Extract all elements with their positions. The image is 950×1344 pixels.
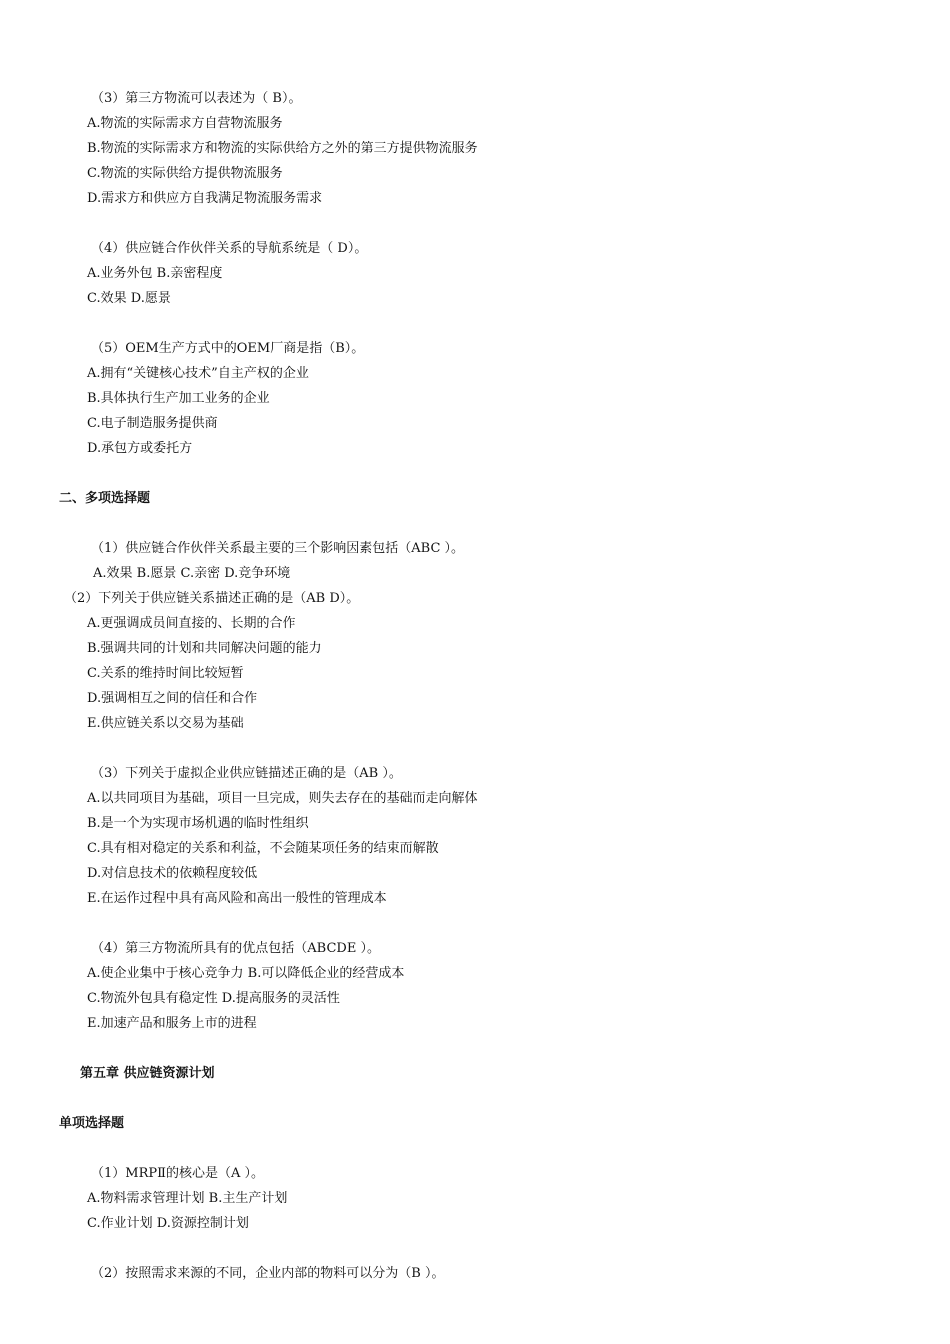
option-ab: A.物料需求管理计划 B.主生产计划 [87, 1191, 288, 1206]
option-abcd: A.效果 B.愿景 C.亲密 D.竞争环境 [93, 566, 291, 581]
option-d: D.需求方和供应方自我满足物流服务需求 [87, 191, 323, 206]
ch5-question-1-stem: （1）MRPⅡ的核心是（A ）。 [91, 1166, 264, 1181]
option-ab: A.使企业集中于核心竞争力 B.可以降低企业的经营成本 [87, 966, 405, 981]
option-b: B.具体执行生产加工业务的企业 [87, 391, 270, 406]
option-d: D.强调相互之间的信任和合作 [87, 691, 258, 706]
option-e: E.加速产品和服务上市的进程 [87, 1016, 257, 1031]
option-c: C.具有相对稳定的关系和利益，不会随某项任务的结束而解散 [87, 841, 439, 856]
option-d: D.对信息技术的依赖程度较低 [87, 866, 258, 881]
option-b: B.是一个为实现市场机遇的临时性组织 [87, 816, 309, 831]
option-e: E.供应链关系以交易为基础 [87, 716, 244, 731]
multi-question-4-stem: （4）第三方物流所具有的优点包括（ABCDE ）。 [91, 941, 380, 956]
option-b: B.强调共同的计划和共同解决问题的能力 [87, 641, 322, 656]
option-e: E.在运作过程中具有高风险和高出一般性的管理成本 [87, 891, 387, 906]
option-ab: A.业务外包 B.亲密程度 [87, 266, 223, 281]
option-c: C.关系的维持时间比较短暂 [87, 666, 244, 681]
ch5-question-2-stem: （2）按照需求来源的不同，企业内部的物料可以分为（B ）。 [91, 1266, 445, 1281]
option-a: A.拥有“关键核心技术”自主产权的企业 [87, 366, 309, 381]
section-heading-multiple-choice: 二、多项选择题 [59, 491, 151, 506]
question-5-stem: （5）OEM生产方式中的OEM厂商是指（B）。 [91, 341, 365, 356]
multi-question-3-stem: （3）下列关于虚拟企业供应链描述正确的是（AB ）。 [91, 766, 402, 781]
question-4-stem: （4）供应链合作伙伴关系的导航系统是（ D）。 [91, 241, 368, 256]
option-a: A.以共同项目为基础，项目一旦完成，则失去存在的基础而走向解体 [87, 791, 478, 806]
option-d: D.承包方或委托方 [87, 441, 193, 456]
multi-question-1-stem: （1）供应链合作伙伴关系最主要的三个影响因素包括（ABC ）。 [91, 541, 465, 556]
option-cd: C.物流外包具有稳定性 D.提高服务的灵活性 [87, 991, 340, 1006]
option-a: A.物流的实际需求方自营物流服务 [87, 116, 283, 131]
option-cd: C.作业计划 D.资源控制计划 [87, 1216, 249, 1231]
option-a: A.更强调成员间直接的、长期的合作 [87, 616, 296, 631]
multi-question-2-stem: （2）下列关于供应链关系描述正确的是（AB D）。 [64, 591, 360, 606]
option-b: B.物流的实际需求方和物流的实际供给方之外的第三方提供物流服务 [87, 141, 478, 156]
option-c: C.电子制造服务提供商 [87, 416, 218, 431]
chapter-heading: 第五章 供应链资源计划 [80, 1066, 215, 1081]
option-c: C.物流的实际供给方提供物流服务 [87, 166, 283, 181]
question-3-stem: （3）第三方物流可以表述为（ B）。 [91, 91, 302, 106]
section-heading-single-choice: 单项选择题 [59, 1116, 125, 1131]
option-cd: C.效果 D.愿景 [87, 291, 171, 306]
